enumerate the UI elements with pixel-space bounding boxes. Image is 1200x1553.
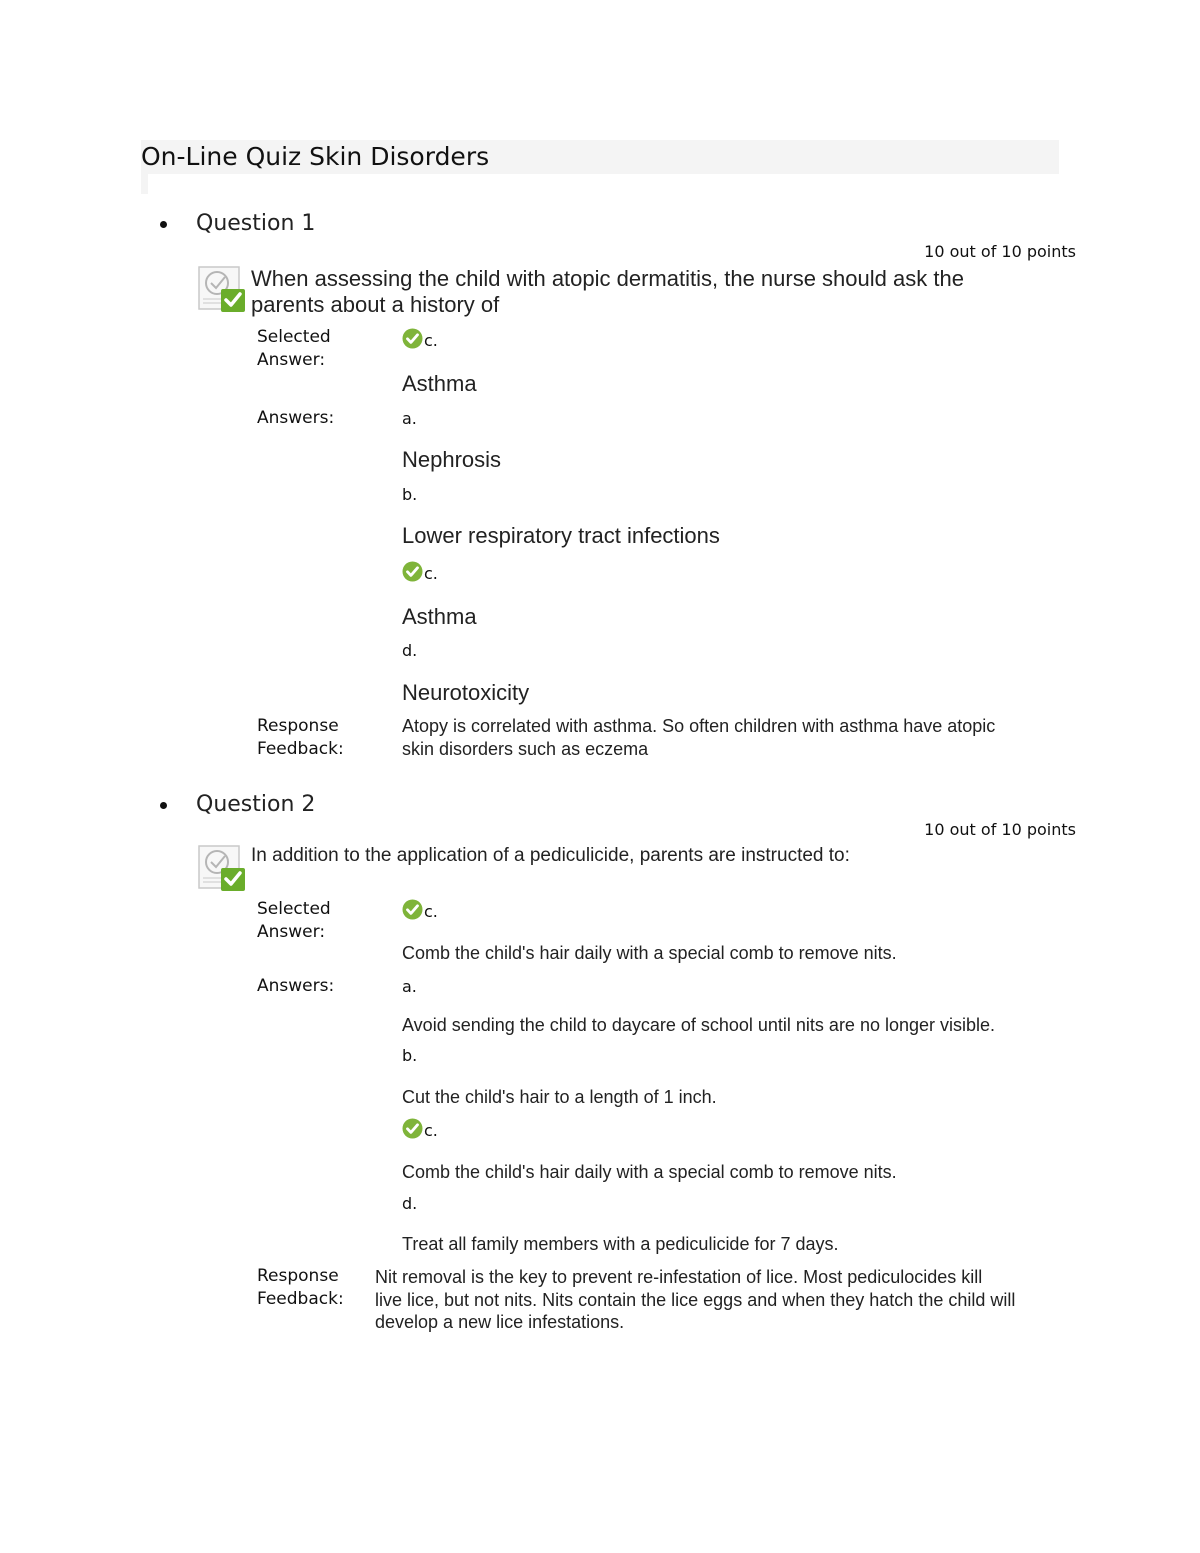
answer-option-text: Neurotoxicity [402, 680, 530, 705]
answer-option-text: Asthma [402, 604, 477, 629]
question-heading: Question 2 [196, 792, 316, 817]
response-feedback-label: Feedback: [257, 1289, 344, 1309]
response-feedback-label: Feedback: [257, 739, 344, 759]
question-bullet [160, 802, 167, 809]
answer-letter: a. [402, 409, 417, 428]
answer-option-text: Treat all family members with a pediculicide for 7 days. [402, 1234, 839, 1254]
feedback-text: Nit removal is the key to prevent re-infestation of lice. Most pediculocides kill [375, 1267, 983, 1287]
question-text: parents about a history of [251, 292, 500, 317]
response-feedback-label: Response [257, 1266, 339, 1286]
answer-letter: c. [424, 1121, 438, 1140]
title-bar-edge [141, 174, 148, 194]
graded-correct-icon [197, 842, 247, 892]
feedback-text: develop a new lice infestations. [375, 1312, 625, 1332]
correct-check-icon [402, 328, 423, 349]
feedback-text: live lice, but not nits. Nits contain the lice eggs and when they hatch the child will [375, 1290, 1016, 1310]
answer-option-text: Cut the child's hair to a length of 1 inch. [402, 1087, 717, 1107]
feedback-text: skin disorders such as eczema [402, 739, 649, 759]
question-text: When assessing the child with atopic dermatitis, the nurse should ask the [251, 266, 964, 291]
selected-answer-label: Selected [257, 899, 331, 919]
selected-answer-text: Comb the child's hair daily with a special comb to remove nits. [402, 943, 897, 963]
answer-letter: c. [424, 331, 438, 350]
answer-option-text: Comb the child's hair daily with a special comb to remove nits. [402, 1162, 897, 1182]
correct-check-icon [402, 899, 423, 920]
correct-check-icon [402, 1118, 423, 1139]
graded-correct-icon [197, 263, 247, 313]
answer-letter: d. [402, 641, 418, 660]
answer-letter: c. [424, 902, 438, 921]
question-bullet [160, 221, 167, 228]
answer-letter: c. [424, 564, 438, 583]
answer-option-text: Avoid sending the child to daycare of school until nits are no longer visible. [402, 1015, 996, 1035]
selected-answer-label: Selected [257, 327, 331, 347]
correct-check-icon [402, 561, 423, 582]
response-feedback-label: Response [257, 716, 339, 736]
selected-answer-label: Answer: [257, 350, 326, 370]
answer-letter: b. [402, 1046, 418, 1065]
answer-option-text: Nephrosis [402, 447, 502, 472]
points-score: 10 out of 10 points [924, 242, 1076, 261]
page-title: On-Line Quiz Skin Disorders [141, 142, 490, 171]
question-text: In addition to the application of a pediculicide, parents are instructed to: [251, 845, 850, 866]
answer-letter: b. [402, 485, 418, 504]
answers-label: Answers: [257, 408, 335, 428]
feedback-text: Atopy is correlated with asthma. So often children with asthma have atopic [402, 716, 996, 736]
answer-letter: d. [402, 1194, 418, 1213]
selected-answer-text: Asthma [402, 371, 477, 396]
points-score: 10 out of 10 points [924, 820, 1076, 839]
selected-answer-label: Answer: [257, 922, 326, 942]
answers-label: Answers: [257, 976, 335, 996]
answer-option-text: Lower respiratory tract infections [402, 523, 720, 548]
question-heading: Question 1 [196, 211, 316, 236]
answer-letter: a. [402, 977, 417, 996]
